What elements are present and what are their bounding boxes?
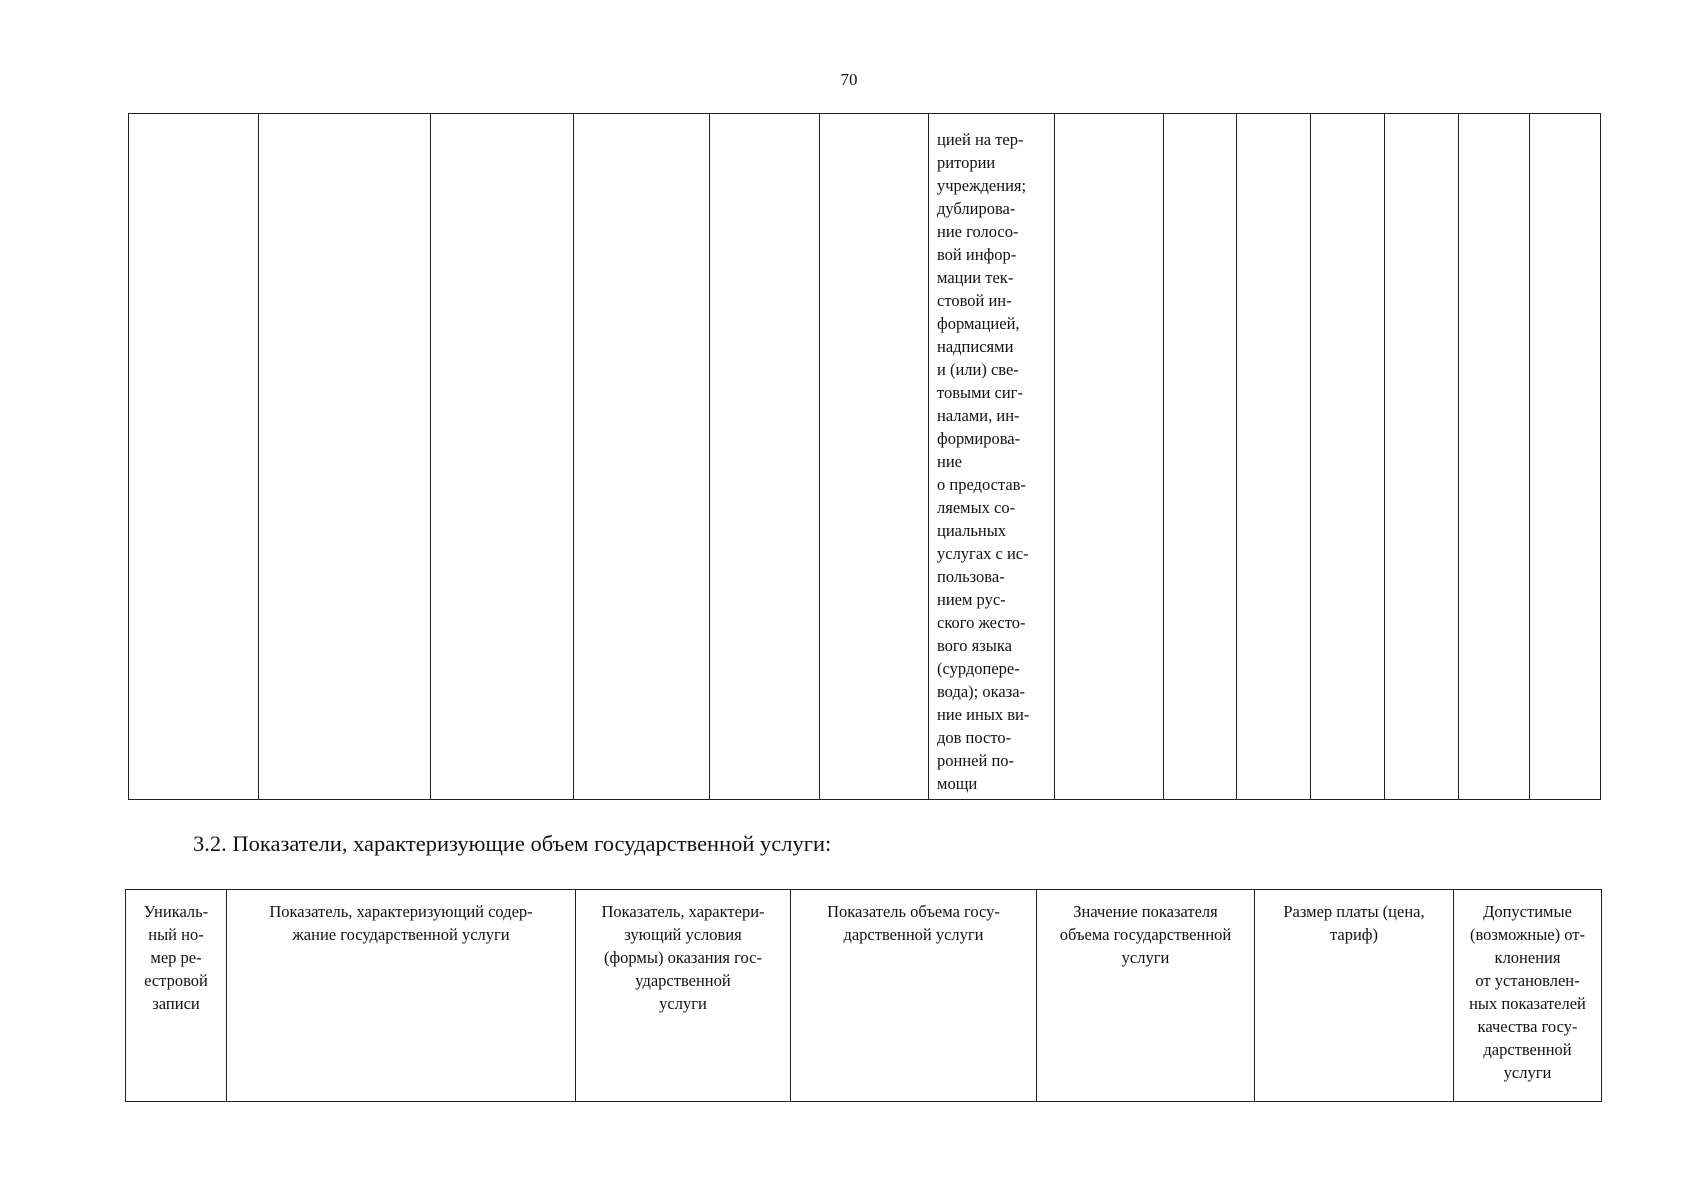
- header-conditions-indicator: Показатель, характери- зующий условия (формы) оказания гос- ударственной услуги: [576, 890, 791, 1102]
- header-volume-indicator: Показатель объема госу- дарственной услуги: [791, 890, 1037, 1102]
- table-row: [129, 114, 1601, 800]
- table-cell: [1385, 114, 1459, 800]
- page-number: 70: [840, 70, 858, 89]
- table-cell: [259, 114, 431, 800]
- header-content-indicator: Показатель, характеризующий содер- жание государственной услуги: [227, 890, 576, 1102]
- table-cell: [431, 114, 574, 800]
- header-volume-value: Значение показателя объема государственной услуги: [1037, 890, 1255, 1102]
- table-header-row: [126, 890, 1602, 1102]
- table-cell: [129, 114, 259, 800]
- table-cell: [710, 114, 820, 800]
- continuation-cell-text: цией на тер- ритории учреждения; дублирова- ние голосо- вой инфор- мации тек- стовой ин- формацией, надписями и (или) све- товыми сиг- налами, ин- формирова- ние о предостав- ляемых со- циальных услугах с ис- пользова- нием рус- ского жесто- вого языка (сурдопере- вода); оказа- ние иных ви- дов посто- ронней по- мощи: [937, 130, 1030, 793]
- table-cell: [1055, 114, 1164, 800]
- table-cell: [1459, 114, 1601, 800]
- continuation-table: [128, 113, 1601, 800]
- section-heading: 3.2. Показатели, характеризующие объем государственной услуги:: [193, 831, 832, 856]
- table-cell: [929, 114, 1055, 800]
- table-cell: [1164, 114, 1237, 800]
- table-cell: [574, 114, 710, 800]
- table-cell: [820, 114, 929, 800]
- header-deviations: Допустимые (возможные) от- клонения от установлен- ных показателей качества госу- дарственной услуги: [1454, 890, 1602, 1102]
- volume-indicators-table: [125, 889, 1602, 1102]
- header-registry-number: Уникаль- ный но- мер ре- естровой записи: [126, 890, 227, 1102]
- table-cell: [1311, 114, 1385, 800]
- table-cell: [1237, 114, 1311, 800]
- header-fee: Размер платы (цена, тариф): [1255, 890, 1454, 1102]
